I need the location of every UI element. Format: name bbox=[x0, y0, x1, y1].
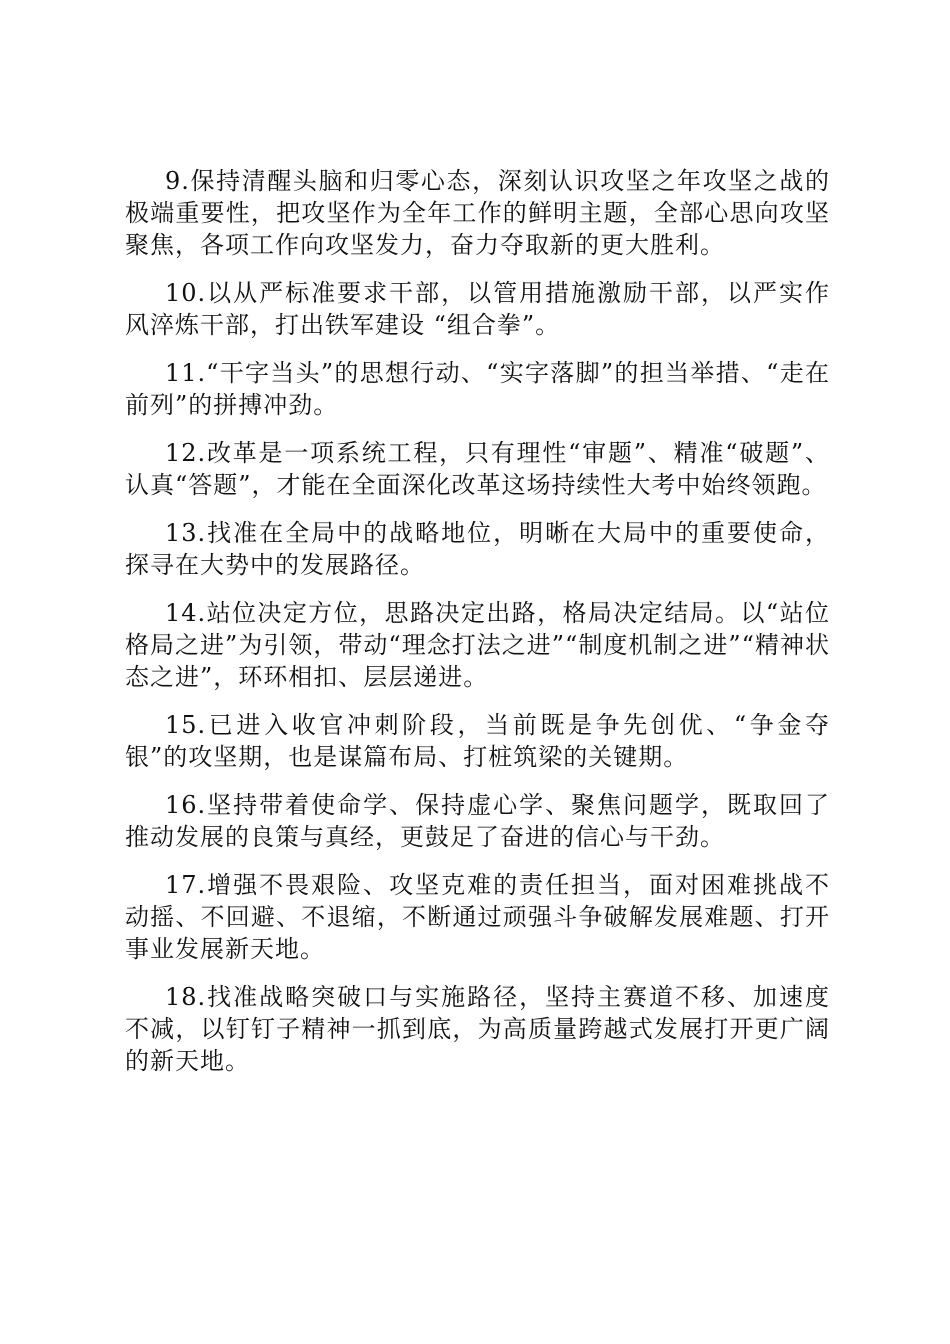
paragraph-13: 13.找准在全局中的战略地位，明晰在大局中的重要使命，探寻在大势中的发展路径。 bbox=[125, 519, 830, 579]
paragraph-17: 17.增强不畏艰险、攻坚克难的责任担当，面对困难挑战不动摇、不回避、不退缩，不断通过顽强斗争破解发展难题、打开事业发展新天地。 bbox=[125, 871, 830, 963]
paragraph-11: 11.“干字当头”的思想行动、“实字落脚”的担当举措、“走在前列”的拼搏冲劲。 bbox=[125, 359, 830, 419]
paragraph-9: 9.保持清醒头脑和归零心态，深刻认识攻坚之年攻坚之战的极端重要性，把攻坚作为全年工作的鲜明主题，全部心思向攻坚聚焦，各项工作向攻坚发力，奋力夺取新的更大胜利。 bbox=[125, 167, 830, 259]
paragraph-18: 18.找准战略突破口与实施路径，坚持主赛道不移、加速度不减，以钉钉子精神一抓到底，为高质量跨越式发展打开更广阔的新天地。 bbox=[125, 983, 830, 1075]
document-body bbox=[125, 165, 830, 1093]
paragraph-15: 15.已进入收官冲刺阶段，当前既是争先创优、“争金夺银”的攻坚期，也是谋篇布局、打桩筑梁的关键期。 bbox=[125, 711, 830, 771]
paragraph-12: 12.改革是一项系统工程，只有理性“审题”、精准“破题”、认真“答题”，才能在全面深化改革这场持续性大考中始终领跑。 bbox=[125, 439, 830, 499]
paragraph-10: 10.以从严标准要求干部，以管用措施激励干部，以严实作风淬炼干部，打出铁军建设 “组合拳”。 bbox=[125, 279, 830, 339]
paragraph-16: 16.坚持带着使命学、保持虚心学、聚焦问题学，既取回了推动发展的良策与真经，更鼓足了奋进的信心与干劲。 bbox=[125, 791, 830, 851]
paragraph-14: 14.站位决定方位，思路决定出路，格局决定结局。以“站位格局之进”为引领，带动“理念打法之进”“制度机制之进”“精神状态之进”，环环相扣、层层递进。 bbox=[125, 599, 830, 691]
